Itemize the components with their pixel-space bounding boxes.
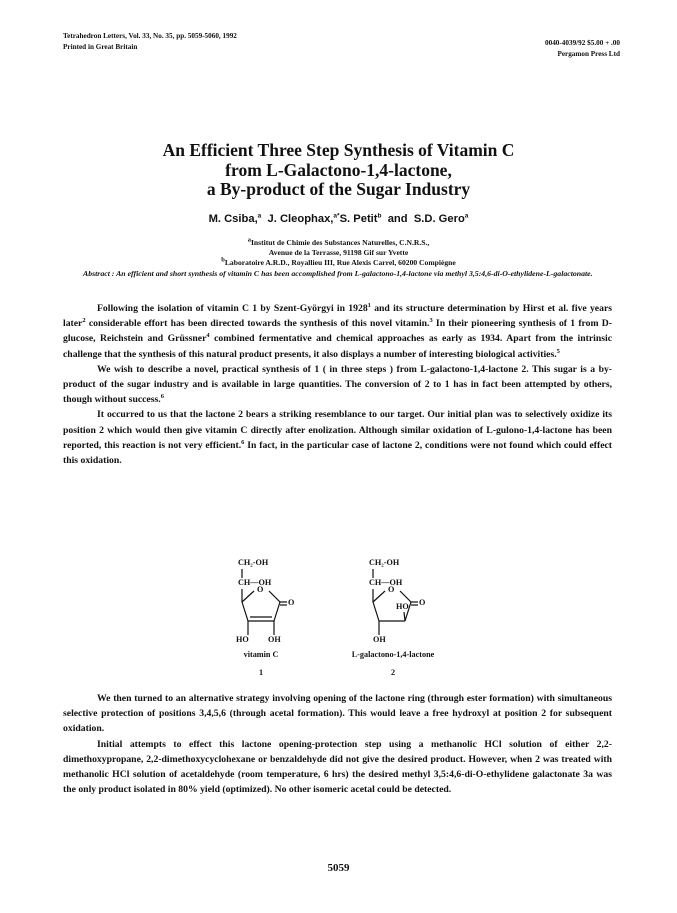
author-cleophax-affil: a* bbox=[333, 212, 340, 220]
journal-citation bbox=[63, 31, 237, 52]
s1-name: vitamin C bbox=[243, 650, 279, 659]
s1-ho: HO bbox=[236, 635, 249, 644]
publisher-info bbox=[545, 38, 620, 59]
author-csiba-affil: a bbox=[257, 212, 262, 220]
abstract-text: An efficient and short synthesis of vitamin C has been accomplished from L-galactono-1,4-lactone via methyl 3,5:4,6-di-O-ethylidene-L-galactonate. bbox=[116, 269, 593, 278]
author-list bbox=[0, 213, 677, 225]
citation-line: Tetrahedron Letters, Vol. 33, No. 35, pp. 5059-5060, 1992 bbox=[63, 32, 237, 40]
structure-vitamin-c bbox=[226, 558, 336, 688]
abstract-label: Abstract : bbox=[83, 269, 115, 278]
paragraph-1: Following the isolation of vitamin C 1 by Szent-Györgyi in 1928$^1$ and its structure determination by Hirst et al. five years later$^2$ considerable effort has been directed towards the synthesis of this novel vitamin.$^3$ In their pioneering synthesis of 1 from D-glucose, Reichstein and Grüssner$^4$ combined fermentative and chemical approaches as early as 1934. Apart from the intrinsic challenge that the synthesis of this natural product presents, it also displays a number of interesting biological activities.$^5$ bbox=[63, 301, 613, 360]
issn-price-line: 0040-4039/92 $5.00 + .00 bbox=[545, 39, 620, 47]
s1-number: 1 bbox=[258, 668, 264, 677]
author-gero: S.D. Gero bbox=[413, 213, 465, 225]
publisher-line: Pergamon Press Ltd bbox=[557, 49, 620, 58]
paragraph-4: We then turned to an alternative strategy involving opening of the lactone ring (through ester formation) with simultaneous selective protection of positions 3,4,5,6 (through acetal formation). This would leave a free hydroxyl at position 2 for subsequent oxidation. bbox=[63, 693, 612, 735]
s1-ring-oxygen: O bbox=[257, 585, 264, 594]
paragraph-2: We wish to describe a novel, practical synthesis of 1 ( in three steps ) from L-galactono-1,4-lactone 2. This sugar is a by-product of the sugar industry and is available in large quantities. The conversion of 2 to 1 has in fact been attempted by others, though without success.$^6$ bbox=[63, 363, 613, 406]
s2-ho: HO bbox=[396, 602, 409, 611]
author-csiba: M. Csiba, bbox=[208, 213, 258, 225]
affil-b-line-1: Laboratoire A.R.D., Royallieu III, Rue Alexis Carrel, 60200 Compiègne bbox=[224, 258, 456, 267]
printed-in-line: Printed in Great Britain bbox=[63, 42, 138, 51]
affil-a-line-2: Avenue de la Terrasse, 91198 Gif sur Yvette bbox=[268, 247, 409, 257]
body-text-upper bbox=[63, 301, 612, 468]
s2-ch2oh: CH₂-OH bbox=[369, 558, 400, 567]
paper-title bbox=[0, 141, 677, 200]
author-cleophax: J. Cleophax, bbox=[267, 213, 334, 225]
s2-ring-oxygen: O bbox=[388, 585, 395, 594]
author-petit: S. Petit bbox=[339, 213, 378, 225]
s2-carbonyl-oxygen: O bbox=[419, 598, 426, 607]
page-number: 5059 bbox=[327, 862, 350, 874]
s2-number: 2 bbox=[390, 668, 396, 677]
body-text-lower bbox=[63, 691, 612, 797]
s1-choh: CH—OH bbox=[238, 578, 272, 587]
affil-b-mark: b bbox=[221, 256, 225, 264]
s1-oh: OH bbox=[268, 635, 281, 644]
title-line-3: a By-product of the Sugar Industry bbox=[206, 179, 471, 199]
s2-oh: OH bbox=[373, 635, 386, 644]
s2-name: L-galactono-1,4-lactone bbox=[351, 650, 435, 659]
author-gero-affil: a bbox=[464, 212, 469, 220]
paragraph-3: It occurred to us that the lactone 2 bears a striking resemblance to our target. Our initial plan was to selectively oxidize its position 2 which would then give vitamin C directly after enolization. Although similar oxidation of L-gulono-1,4-lactone has been reported, this reaction is not very efficient.$^6$ In fact, in the particular case of lactone 2, conditions were not found which could effect this oxidation. bbox=[63, 409, 613, 467]
title-line-2: from L-Galactono-1,4-lactone, bbox=[225, 159, 452, 180]
author-and: and bbox=[387, 213, 408, 225]
title-line-1: An Efficient Three Step Synthesis of Vitamin C bbox=[162, 140, 515, 160]
s2-choh: CH—OH bbox=[369, 578, 403, 587]
structure-galactonolactone bbox=[338, 558, 468, 688]
abstract bbox=[83, 268, 595, 279]
affil-a-line-1: Institut de Chimie des Substances Naturelles, C.N.R.S., bbox=[250, 238, 430, 247]
s1-carbonyl-oxygen: O bbox=[288, 598, 295, 607]
affil-a-mark: a bbox=[247, 236, 251, 244]
paragraph-5: Initial attempts to effect this lactone opening-protection step using a methanolic HCl solution of either 2,2-dimethoxypropane, 2,2-dimethoxycyclohexane or benzaldehyde did not give the desired product. However, when 2 was treated with methanolic HCl solution of acetaldehyde (room temperature, 6 hrs) the desired methyl 3,5:4,6-di-O-ethylidene galactonate 3a was the only product isolated in 80% yield (optimized). No other isomeric acetal could be detected. bbox=[63, 738, 613, 796]
affiliation-b bbox=[0, 258, 677, 268]
s1-ch2oh: CH₂-OH bbox=[238, 558, 269, 567]
author-petit-affil: b bbox=[377, 212, 382, 220]
affiliation-a bbox=[0, 238, 677, 258]
